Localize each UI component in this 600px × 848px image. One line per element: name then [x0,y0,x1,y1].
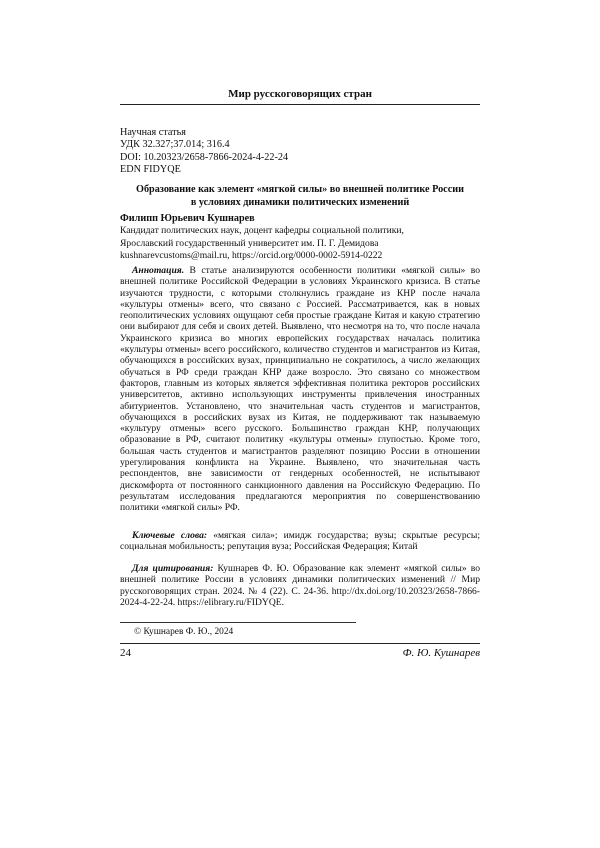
keywords-text: «мягкая сила»; имидж государства; вузы; скрытые ресурсы; социальная мобильность; репутация вуза; Российская Федерация; Китай [120,530,480,553]
article-title [120,184,480,209]
page-number: 24 [120,647,131,659]
author-contacts: kushnarevcustoms@mail.ru, https://orcid.org/0000-0002-5914-0222 [120,250,383,262]
article-meta [120,127,288,177]
author-name: Филипп Юрьевич Кушнарев [120,213,255,224]
keywords [120,530,480,553]
header-rule [120,104,480,105]
journal-header: Мир русскоговорящих стран [228,88,372,100]
abstract [120,265,480,514]
title-line-1: Образование как элемент «мягкой силы» во внешней политике России [136,184,464,195]
udc-code: УДК 32.327;37.014; 316.4 [120,139,230,151]
author-affiliation: Ярославский государственный университет им. П. Г. Демидова [120,237,379,249]
citation-label: Для цитирования: [132,563,214,574]
citation-text: Кушнарев Ф. Ю. Образование как элемент «мягкой силы» во внешней политике России в условиях динамики политических изменений // Мир русскоговорящих стран. 2024. № 4 (22). С. 24-36. http://dx.doi.org/10.20323/2658-7866-2024-4-22-24. https://elibrary.ru/FIDYQE. [120,563,480,608]
running-author: Ф. Ю. Кушнарев [402,647,480,659]
author-position: Кандидат политических наук, доцент кафедры социальной политики, [120,225,404,237]
copyright-footnote: © Кушнарев Ф. Ю., 2024 [134,627,234,637]
author-block [120,213,480,263]
doi: DOI: 10.20323/2658-7866-2024-4-22-24 [120,151,289,163]
citation [120,563,480,608]
footnote-rule [120,622,356,623]
keywords-label: Ключевые слова: [132,530,208,541]
title-line-2: в условиях динамики политических изменений [190,196,410,208]
edn: EDN FIDYQE [120,164,181,176]
article-type: Научная статья [120,127,186,138]
abstract-label: Аннотация. [132,265,185,276]
footer-rule [120,643,480,644]
abstract-text: В статье анализируются особенности политики «мягкой силы» во внешней политике Российской Федерации в условиях Украинского кризиса. В статье изучаются трудности, с которыми столкнулись граждане из КНР после начала «культуры отмены» всего, что связано с Россией. Рассматривается, как в новых геополитических условиях ощущают себя простые граждане Китая и какую стратегию они выбирают для себя и своих детей. Выявлено, что несмотря на то, что после начала Украинского кризиса во многих европейских государствах началась политика «культуры отмены» всего российского, количество студентов и магистрантов из Китая, обучающихся в российских вузах, принципиально не сократилось, а число желающих обучаться в РФ среди граждан КНР даже возросло. Это связано со множеством факторов, главным из которых является эффективная политика ректоров российских университетов, активно использующих инструменты привлечения иностранных абитуриентов. Установлено, что значительная часть студентов и магистрантов, обучающихся в российских вузах из Китая, не поддерживают так называемую «культуру отмены» всего русского. Большинство граждан КНР, получающих образование в РФ, считают политику «культуры отмены» глупостью. Кроме того, большая часть студентов и магистрантов разделяют позицию России в отношении урегулирования конфликта на Украине. Выявлено, что значительная часть респондентов, вне зависимости от гендерных особенностей, не испытывают дискомфорта от постоянного санкционного давления на Российскую Федерацию. По результатам исследования предлагаются мероприятия по совершенствованию политики «мягкой силы» РФ. [120,265,480,514]
